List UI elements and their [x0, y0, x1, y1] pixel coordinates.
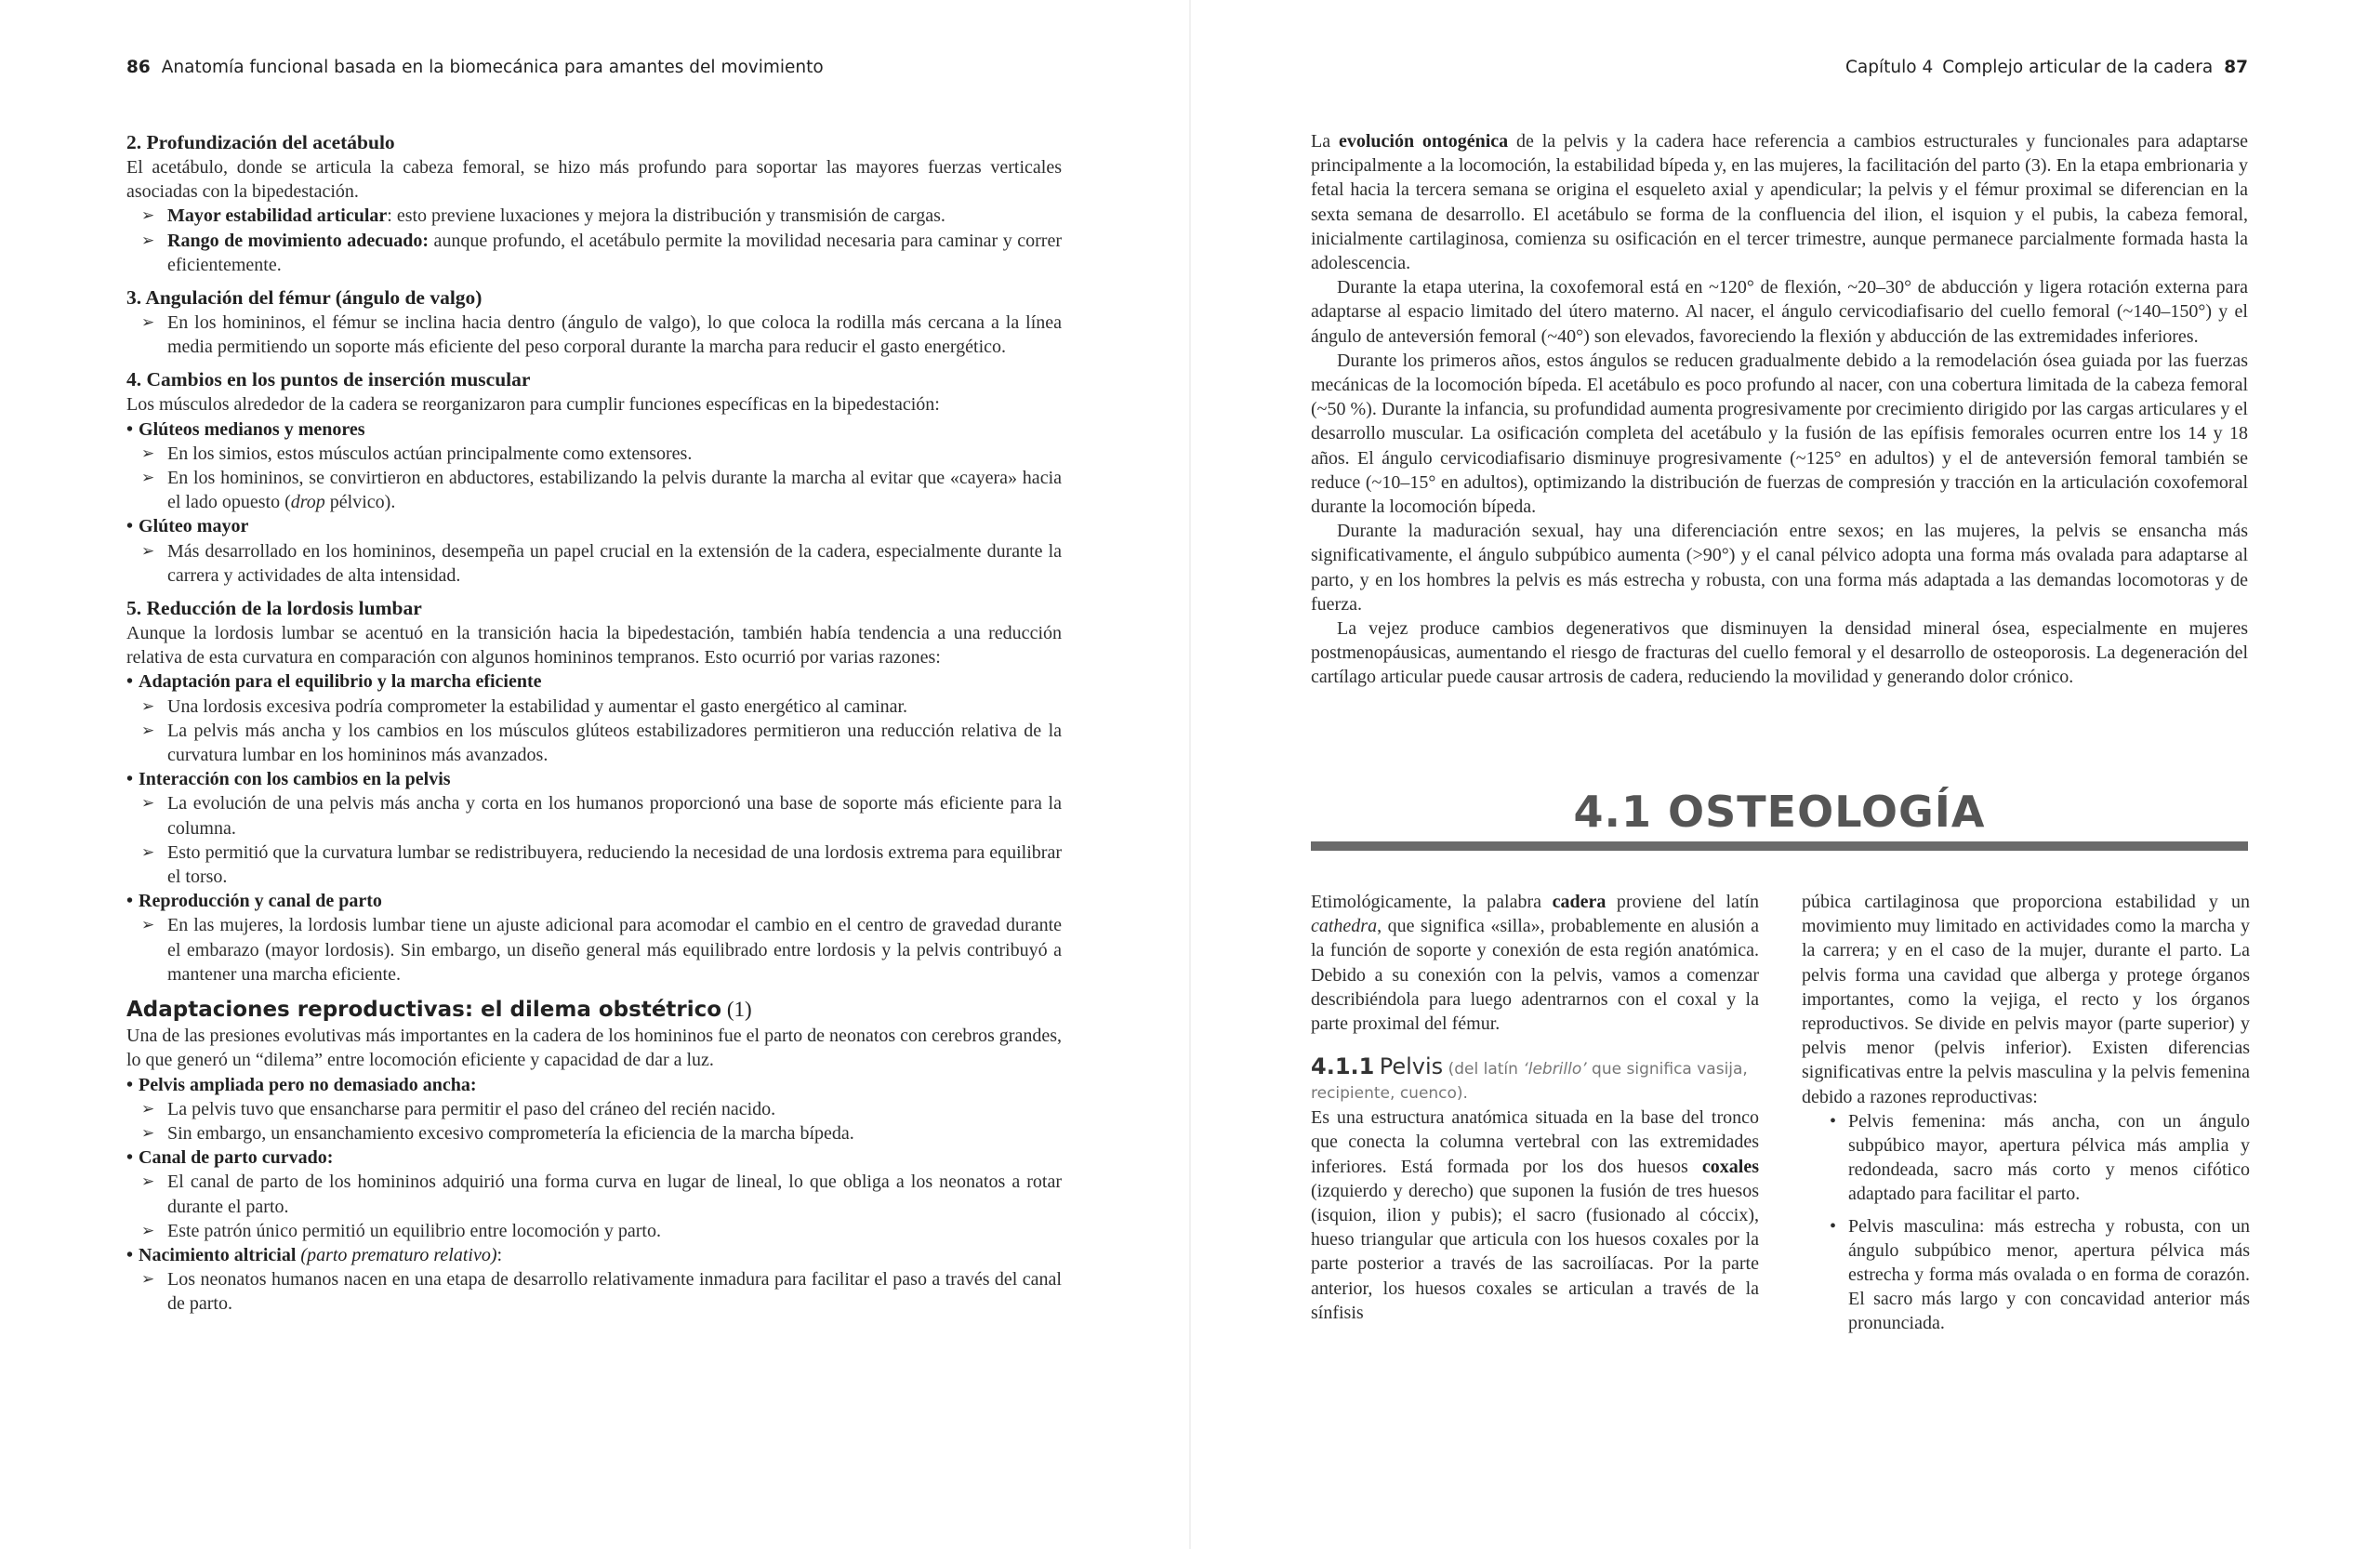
section-3-title: 3. Angulación del fémur (ángulo de valgo)	[126, 286, 483, 310]
pelvis-differences-list	[1802, 1109, 2250, 1336]
list-item: ➢ Sin embargo, un ensanchamiento excesivo comprometería la eficiencia de la marcha bípeda.	[167, 1121, 1062, 1145]
adaptaciones-list-3	[126, 1267, 1062, 1316]
list-item: ➢ La pelvis más ancha y los cambios en los músculos glúteos estabilizadores permitieron una reducción relativa de la curvatura lumbar en los homininos más avanzados.	[167, 719, 1062, 767]
section-4-title: 4. Cambios en los puntos de inserción muscular	[126, 368, 531, 391]
list-item: ➢ Mayor estabilidad articular: esto previene luxaciones y mejora la distribución y transmisión de cargas.	[167, 204, 1062, 228]
ontogenic-text	[1311, 129, 2248, 690]
left-column	[126, 129, 1062, 1317]
subheading-gluteo-mayor: • Glúteo mayor	[126, 514, 1062, 538]
book-title: Anatomía funcional basada en la biomecánica para amantes del movimiento	[161, 58, 824, 77]
subheading-pelvis-ampliada: • Pelvis ampliada pero no demasiado ancha:	[126, 1073, 1062, 1097]
left-page-number: 86	[126, 58, 151, 77]
list-item: ➢ Rango de movimiento adecuado: aunque profundo, el acetábulo permite la movilidad necesaria para caminar y correr eficientemente.	[167, 229, 1062, 277]
osteology-column-1	[1311, 890, 1759, 1325]
paragraph: La evolución ontogénica de la pelvis y la cadera hace referencia a cambios estructurales y funcionales para adaptarse principalmente a la locomoción, la estabilidad bípeda y, en las mujeres, la facilitación del parto (3). En la etapa embrionaria y fetal hacia la tercera semana se origina el esqueleto axial y apendicular; la pelvis y el fémur proximal se diferencian en la sexta semana de desarrollo. El acetábulo se forma de la confluencia del ilion, el isquion y el pubis, la cabeza femoral, inicialmente cartilaginosa, comienza su osificación en el tercer trimestre, aunque permanece parcialmente formada hasta la adolescencia.	[1311, 131, 2248, 274]
adaptaciones-title: Adaptaciones reproductivas: el dilema obstétrico (1)	[126, 998, 752, 1023]
list-item: ➢ Los neonatos humanos nacen en una etapa de desarrollo relativamente inmadura para facilitar el paso a través del canal de parto.	[167, 1267, 1062, 1316]
osteology-column-2	[1802, 890, 2250, 1344]
section-4-intro: Los músculos alrededor de la cadera se reorganizaron para cumplir funciones específicas en la bipedestación:	[126, 394, 940, 416]
section-4-list-1	[126, 442, 1062, 515]
paragraph: púbica cartilaginosa que proporciona estabilidad y un movimiento muy limitado en actividades como la marcha y la carrera; y en el caso de la mujer, durante el parto. La pelvis forma una cavidad que alberga y protege órganos importantes, como la vejiga, el recto y los órganos reproductivos. Se divide en pelvis mayor (parte superior) y pelvis menor (pelvis inferior). Existen diferencias significativas entre la pelvis masculina y la pelvis femenina debido a razones reproductivas:	[1802, 892, 2250, 1107]
chapter-title: Complejo articular de la cadera	[1942, 58, 2214, 77]
section-5-intro: Aunque la lordosis lumbar se acentuó en la transición hacia la bipedestación, también había tendencia a una reducción relativa de esta curvatura en comparación con algunos homininos tempranos. Esto ocurrió por varias razones:	[126, 623, 1062, 669]
subheading-canal-parto: • Canal de parto curvado:	[126, 1145, 1062, 1170]
section-2-list	[126, 204, 1062, 277]
section-5-list-3	[126, 913, 1062, 986]
section-3-list	[126, 311, 1062, 359]
chapter-label: Capítulo 4	[1845, 58, 1934, 77]
right-page-number: 87	[2224, 58, 2248, 77]
section-heading-rule	[1311, 841, 2248, 851]
list-item: ➢ Esto permitió que la curvatura lumbar se redistribuyera, reduciendo la necesidad de una lordosis extrema para equilibrar el torso.	[167, 841, 1062, 889]
section-5-list-1	[126, 695, 1062, 768]
section-5-title: 5. Reducción de la lordosis lumbar	[126, 597, 422, 620]
pelvis-paragraph: Es una estructura anatómica situada en la base del tronco que conecta la columna vertebral con las extremidades inferiores. Está formada por los dos huesos coxales (izquierdo y derecho) que suponen la fusión de tres huesos (isquion, ilion y pubis); el sacro (fusionado al cóccix), hueso triangular que articula con los huesos coxales por la parte posterior a través de las sacroilíacas. Por la parte anterior, los huesos coxales se articulan a través de la sínfisis	[1311, 1107, 1759, 1323]
adaptaciones-intro: Una de las presiones evolutivas más importantes en la cadera de los homininos fue el parto de neonatos con cerebros grandes, lo que generó un “dilema” entre locomoción eficiente y capacidad de dar a luz.	[126, 1026, 1062, 1071]
list-item: • Pelvis femenina: más ancha, con un ángulo subpúbico mayor, apertura pélvica más amplia y redondeada, sacro más corto y menos cifótico adaptado para facilitar el parto.	[1848, 1109, 2250, 1207]
section-5-list-2	[126, 791, 1062, 889]
section-2-title: 2. Profundización del acetábulo	[126, 131, 395, 153]
list-item: ➢ La evolución de una pelvis más ancha y corta en los humanos proporcionó una base de soporte más eficiente para la columna.	[167, 791, 1062, 840]
subheading-reproduccion: • Reproducción y canal de parto	[126, 889, 1062, 913]
subheading-interaccion: • Interacción con los cambios en la pelvis	[126, 767, 1062, 791]
subheading-equilibrio: • Adaptación para el equilibrio y la marcha eficiente	[126, 669, 1062, 694]
list-item: • Pelvis masculina: más estrecha y robusta, con un ángulo subpúbico menor, apertura pélvica más estrecha y forma más ovalada o en forma de corazón. El sacro más largo y con concavidad anterior más pronunciada.	[1848, 1214, 2250, 1336]
paragraph: Durante la maduración sexual, hay una diferenciación entre sexos; en las mujeres, la pelvis se ensancha más significativamente, el ángulo subpúbico aumenta (>90°) y el canal pélvico adopta una forma más ovalada para adaptarse al parto, y en los hombres la pelvis es más estrecha y robusta, con una forma más adaptada a las demandas locomotoras y de fuerza.	[1311, 521, 2248, 615]
pelvis-subheading: 4.1.1 Pelvis (del latín ‘lebrillo’ que significa vasija, recipiente, cuenco).	[1311, 1053, 1748, 1104]
paragraph: Durante la etapa uterina, la coxofemoral está en ~120° de flexión, ~20–30° de abducción y ligera rotación externa para adaptarse al espacio limitado del útero materno. Al nacer, el ángulo cervicodiafisario del cuello femoral (~140–150°) y el ángulo de anteversión femoral (~40°) son elevados, favoreciendo la flexión y abducción de las extremidades inferiores.	[1311, 277, 2248, 347]
right-running-header	[1845, 58, 2248, 77]
adaptaciones-list-1	[126, 1097, 1062, 1145]
list-item: ➢ La pelvis tuvo que ensancharse para permitir el paso del cráneo del recién nacido.	[167, 1097, 1062, 1121]
paragraph: La vejez produce cambios degenerativos que disminuyen la densidad mineral ósea, especialmente en mujeres postmenopáusicas, aumentando el riesgo de fracturas del cuello femoral y el desarrollo de osteoporosis. La degeneración del cartílago articular puede causar artrosis de cadera, reduciendo la movilidad y generando dolor crónico.	[1311, 618, 2248, 688]
right-page	[1190, 0, 2380, 1549]
list-item: ➢ Una lordosis excesiva podría comprometer la estabilidad y aumentar el gasto energético al caminar.	[167, 695, 1062, 719]
list-item: ➢ En los homininos, se convirtieron en abductores, estabilizando la pelvis durante la marcha al evitar que «cayera» hacia el lado opuesto (drop pélvico).	[167, 466, 1062, 514]
list-item: ➢ Este patrón único permitió un equilibrio entre locomoción y parto.	[167, 1219, 1062, 1243]
left-running-header	[126, 58, 824, 77]
list-item: ➢ En los homininos, el fémur se inclina hacia dentro (ángulo de valgo), lo que coloca la rodilla más cercana a la línea media permitiendo un soporte más eficiente del peso corporal durante la marcha para reducir el gasto energético.	[167, 311, 1062, 359]
section-4-list-2	[126, 539, 1062, 588]
paragraph: Durante los primeros años, estos ángulos se reducen gradualmente debido a la remodelación ósea guiada por las fuerzas mecánicas de la locomoción bípeda. El acetábulo es poco profundo al nacer, con una cobertura limitada de la cabeza femoral (~50 %). Durante la infancia, su profundidad aumenta progresivamente por crecimiento dirigido por las cargas articulares y el desarrollo muscular. La osificación completa del acetábulo y la fusión de las epífisis femorales ocurren entre los 14 y 18 años. El ángulo cervicodiafisario disminuye progresivamente (~125° en adultos) y el de anteversión femoral también se reduce (~10–15° en adultos), optimizando la distribución de fuerzas de compresión y tracción en la articulación coxofemoral durante la locomoción bípeda.	[1311, 350, 2248, 518]
subheading-nacimiento-altricial: • Nacimiento altricial (parto prematuro relativo):	[126, 1243, 1062, 1267]
section-2-intro: El acetábulo, donde se articula la cabeza femoral, se hizo más profundo para soportar las mayores fuerzas verticales asociadas con la bipedestación.	[126, 157, 1062, 203]
list-item: ➢ En los simios, estos músculos actúan principalmente como extensores.	[167, 442, 1062, 466]
subheading-gluteos-medianos: • Glúteos medianos y menores	[126, 417, 1062, 442]
adaptaciones-list-2	[126, 1170, 1062, 1243]
list-item: ➢ Más desarrollado en los homininos, desempeña un papel crucial en la extensión de la cadera, especialmente durante la carrera y actividades de alta intensidad.	[167, 539, 1062, 588]
list-item: ➢ En las mujeres, la lordosis lumbar tiene un ajuste adicional para acomodar el cambio en el centro de gravedad durante el embarazo (mayor lordosis). Sin embargo, un diseño general más equilibrado entre lordosis y la pelvis contribuyó a mantener una marcha eficiente.	[167, 913, 1062, 986]
etymology-paragraph: Etimológicamente, la palabra cadera proviene del latín cathedra, que significa «silla», probablemente en alusión a la función de soporte y conexión de esta región anatómica. Debido a su conexión con la pelvis, vamos a comenzar describiéndola para luego adentrarnos con el coxal y la parte proximal del fémur.	[1311, 892, 1759, 1035]
section-heading-osteologia: 4.1 OSTEOLOGÍA	[1573, 787, 1986, 837]
list-item: ➢ El canal de parto de los homininos adquirió una forma curva en lugar de lineal, lo que obliga a los neonatos a rotar durante el parto.	[167, 1170, 1062, 1218]
